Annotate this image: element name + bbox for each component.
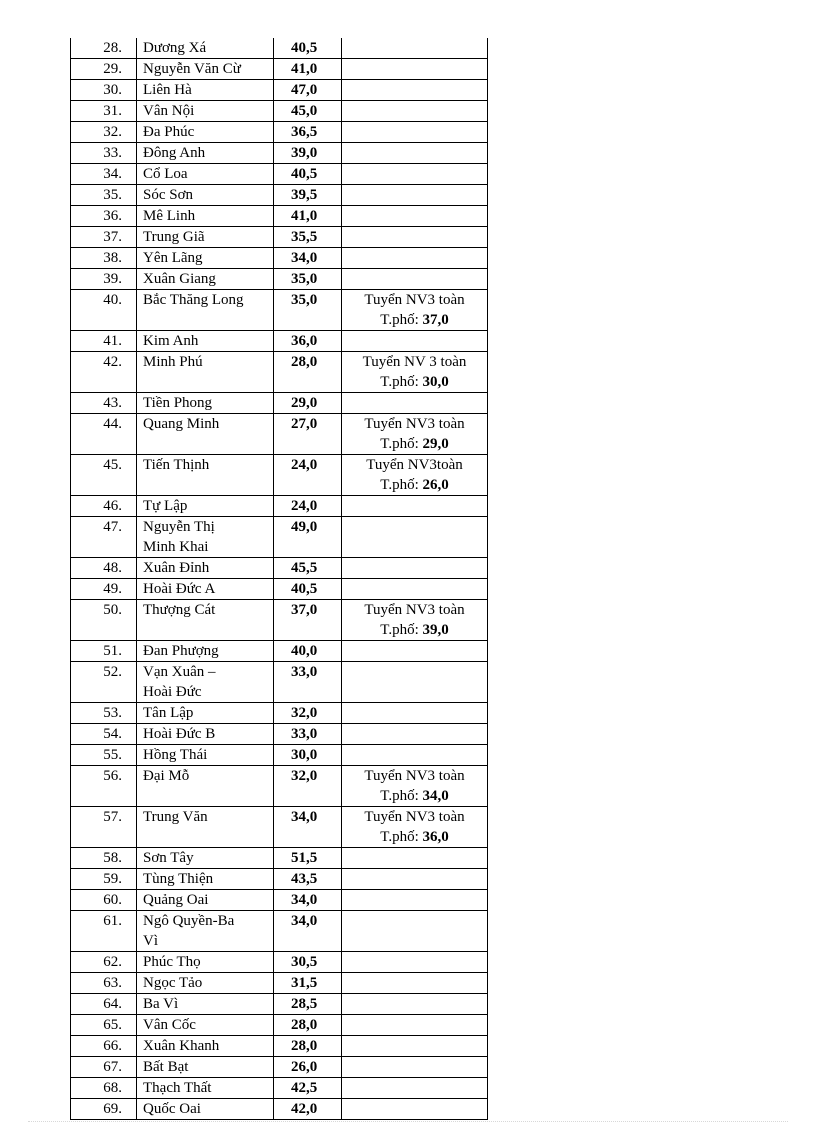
note-city-label: T.phố: <box>380 622 419 638</box>
row-number: 54. <box>71 724 137 745</box>
school-name <box>137 600 274 641</box>
note-cell <box>342 952 488 973</box>
school-name-line: Vân Cốc <box>143 1017 196 1033</box>
school-name <box>137 911 274 952</box>
row-number: 29. <box>71 59 137 80</box>
cutoff-score: 34,0 <box>274 890 342 911</box>
cutoff-score: 32,0 <box>274 766 342 807</box>
school-name-line: Liên Hà <box>143 82 192 98</box>
school-name-line: Minh Khai <box>143 539 209 555</box>
school-name-line: Thượng Cát <box>143 602 216 618</box>
school-name-line: Kim Anh <box>143 333 199 349</box>
row-number: 43. <box>71 393 137 414</box>
school-name-line: Phúc Thọ <box>143 954 201 970</box>
row-number: 69. <box>71 1099 137 1120</box>
note-line: Tuyển NV3 toàn <box>364 809 465 825</box>
note-cell <box>342 1099 488 1120</box>
cutoff-score: 28,0 <box>274 352 342 393</box>
school-name-line: Vì <box>143 933 158 949</box>
school-name-line: Ba Vì <box>143 996 179 1012</box>
school-name <box>137 496 274 517</box>
note-city-line <box>346 786 483 806</box>
school-name-line: Vân Nội <box>143 103 195 119</box>
cutoff-score: 26,0 <box>274 1057 342 1078</box>
row-number: 41. <box>71 331 137 352</box>
cutoff-score: 29,0 <box>274 393 342 414</box>
row-number: 65. <box>71 1015 137 1036</box>
row-number: 50. <box>71 600 137 641</box>
school-name <box>137 393 274 414</box>
note-cell <box>342 393 488 414</box>
school-name <box>137 1036 274 1057</box>
table-row <box>71 185 488 206</box>
row-number: 44. <box>71 414 137 455</box>
table-row <box>71 724 488 745</box>
school-name <box>137 1078 274 1099</box>
table-row <box>71 164 488 185</box>
note-cell <box>342 869 488 890</box>
school-name <box>137 869 274 890</box>
cutoff-score: 28,0 <box>274 1036 342 1057</box>
note-cell <box>342 414 488 455</box>
note-cell <box>342 890 488 911</box>
cutoff-score: 28,0 <box>274 1015 342 1036</box>
row-number: 67. <box>71 1057 137 1078</box>
school-name <box>137 662 274 703</box>
row-number: 46. <box>71 496 137 517</box>
note-line: Tuyển NV3toàn <box>366 457 463 473</box>
school-name <box>137 206 274 227</box>
cutoff-score: 32,0 <box>274 703 342 724</box>
cutoff-score: 40,5 <box>274 164 342 185</box>
note-line: Tuyển NV3 toàn <box>364 768 465 784</box>
note-line: Tuyển NV3 toàn <box>364 292 465 308</box>
row-number: 60. <box>71 890 137 911</box>
cutoff-score: 42,5 <box>274 1078 342 1099</box>
note-cell <box>342 101 488 122</box>
note-cell <box>342 227 488 248</box>
note-cell <box>342 496 488 517</box>
note-city-score: 34,0 <box>422 788 449 804</box>
cutoff-score: 35,0 <box>274 290 342 331</box>
table-row <box>71 206 488 227</box>
school-name <box>137 143 274 164</box>
table-row <box>71 890 488 911</box>
table-row <box>71 579 488 600</box>
school-name <box>137 290 274 331</box>
table-row <box>71 517 488 558</box>
school-name-line: Ngọc Tảo <box>143 975 203 991</box>
note-cell <box>342 766 488 807</box>
note-cell <box>342 122 488 143</box>
note-city-label: T.phố: <box>380 477 419 493</box>
note-cell <box>342 848 488 869</box>
cutoff-score: 33,0 <box>274 662 342 703</box>
school-name <box>137 745 274 766</box>
row-number: 57. <box>71 807 137 848</box>
row-number: 31. <box>71 101 137 122</box>
cutoff-score: 24,0 <box>274 496 342 517</box>
school-name-line: Tiền Phong <box>143 395 213 411</box>
note-cell <box>342 807 488 848</box>
school-name-line: Hồng Thái <box>143 747 208 763</box>
school-name <box>137 248 274 269</box>
school-name <box>137 973 274 994</box>
note-cell <box>342 290 488 331</box>
note-city-line <box>346 620 483 640</box>
school-name-line: Bắc Thăng Long <box>143 292 244 308</box>
table-row <box>71 1099 488 1120</box>
school-name-line: Tân Lập <box>143 705 194 721</box>
table-row <box>71 745 488 766</box>
row-number: 63. <box>71 973 137 994</box>
row-number: 58. <box>71 848 137 869</box>
table-row <box>71 703 488 724</box>
table-row <box>71 848 488 869</box>
school-name-line: Yên Lãng <box>143 250 203 266</box>
school-name <box>137 352 274 393</box>
cutoff-score: 37,0 <box>274 600 342 641</box>
note-cell <box>342 1078 488 1099</box>
school-name <box>137 1057 274 1078</box>
school-name-line: Đa Phúc <box>143 124 195 140</box>
row-number: 56. <box>71 766 137 807</box>
school-name <box>137 455 274 496</box>
cutoff-score: 45,5 <box>274 558 342 579</box>
row-number: 52. <box>71 662 137 703</box>
note-cell <box>342 724 488 745</box>
table-row <box>71 455 488 496</box>
table-row <box>71 352 488 393</box>
cutoff-score: 36,0 <box>274 331 342 352</box>
cutoff-score: 40,0 <box>274 641 342 662</box>
note-cell <box>342 745 488 766</box>
page-bottom-divider <box>28 1121 788 1122</box>
note-cell <box>342 600 488 641</box>
school-name <box>137 164 274 185</box>
table-row <box>71 269 488 290</box>
cutoff-score: 35,5 <box>274 227 342 248</box>
school-name-line: Quang Minh <box>143 416 220 432</box>
school-name-line: Xuân Khanh <box>143 1038 220 1054</box>
note-cell <box>342 185 488 206</box>
row-number: 48. <box>71 558 137 579</box>
note-city-line <box>346 434 483 454</box>
cutoff-score: 34,0 <box>274 807 342 848</box>
note-city-score: 26,0 <box>422 477 449 493</box>
school-name-line: Tự Lập <box>143 498 188 514</box>
school-name <box>137 724 274 745</box>
note-line: Tuyển NV3 toàn <box>364 416 465 432</box>
cutoff-score: 41,0 <box>274 206 342 227</box>
school-name-line: Quảng Oai <box>143 892 209 908</box>
table-row <box>71 952 488 973</box>
table-row <box>71 600 488 641</box>
table-row <box>71 911 488 952</box>
note-city-score: 37,0 <box>422 312 449 328</box>
cutoff-score: 39,5 <box>274 185 342 206</box>
table-row <box>71 662 488 703</box>
school-name <box>137 558 274 579</box>
table-row <box>71 994 488 1015</box>
school-name <box>137 848 274 869</box>
school-name <box>137 1015 274 1036</box>
row-number: 45. <box>71 455 137 496</box>
table-row <box>71 1015 488 1036</box>
note-cell <box>342 1015 488 1036</box>
school-name-line: Sơn Tây <box>143 850 194 866</box>
table-row <box>71 558 488 579</box>
school-name-line: Tùng Thiện <box>143 871 214 887</box>
table-row <box>71 331 488 352</box>
cutoff-score: 36,5 <box>274 122 342 143</box>
school-name <box>137 269 274 290</box>
table-row <box>71 1057 488 1078</box>
table-row <box>71 973 488 994</box>
table-row <box>71 641 488 662</box>
table-row <box>71 101 488 122</box>
row-number: 68. <box>71 1078 137 1099</box>
school-name <box>137 185 274 206</box>
school-name <box>137 703 274 724</box>
note-cell <box>342 579 488 600</box>
school-name <box>137 641 274 662</box>
school-name-line: Mê Linh <box>143 208 196 224</box>
table-row <box>71 227 488 248</box>
school-name-line: Ngô Quyền-Ba <box>143 913 235 929</box>
row-number: 51. <box>71 641 137 662</box>
row-number: 30. <box>71 80 137 101</box>
row-number: 38. <box>71 248 137 269</box>
note-cell <box>342 994 488 1015</box>
row-number: 62. <box>71 952 137 973</box>
note-cell <box>342 206 488 227</box>
table-row <box>71 1078 488 1099</box>
row-number: 66. <box>71 1036 137 1057</box>
row-number: 59. <box>71 869 137 890</box>
school-name <box>137 952 274 973</box>
school-name-line: Tiến Thịnh <box>143 457 210 473</box>
table-row <box>71 414 488 455</box>
cutoff-score: 41,0 <box>274 59 342 80</box>
school-name-line: Xuân Đỉnh <box>143 560 210 576</box>
row-number: 32. <box>71 122 137 143</box>
note-cell <box>342 517 488 558</box>
school-name <box>137 59 274 80</box>
school-name <box>137 80 274 101</box>
row-number: 37. <box>71 227 137 248</box>
row-number: 42. <box>71 352 137 393</box>
school-name <box>137 766 274 807</box>
cutoff-score: 28,5 <box>274 994 342 1015</box>
row-number: 61. <box>71 911 137 952</box>
school-name-line: Minh Phú <box>143 354 203 370</box>
note-line: Tuyển NV3 toàn <box>364 602 465 618</box>
school-name-line: Quốc Oai <box>143 1101 201 1117</box>
school-name <box>137 227 274 248</box>
school-name-line: Nguyễn Văn Cừ <box>143 61 241 77</box>
school-name-line: Trung Giã <box>143 229 205 245</box>
cutoff-score: 51,5 <box>274 848 342 869</box>
school-name <box>137 101 274 122</box>
table-body <box>71 38 488 1120</box>
cutoff-score: 49,0 <box>274 517 342 558</box>
note-line: Tuyển NV 3 toàn <box>362 354 467 370</box>
school-name-line: Dương Xá <box>143 40 207 56</box>
school-name-line: Hoài Đức B <box>143 726 216 742</box>
cutoff-score: 24,0 <box>274 455 342 496</box>
school-name-line: Đan Phượng <box>143 643 219 659</box>
school-name-line: Đông Anh <box>143 145 206 161</box>
school-name <box>137 414 274 455</box>
table-row <box>71 80 488 101</box>
note-cell <box>342 641 488 662</box>
school-name <box>137 579 274 600</box>
row-number: 33. <box>71 143 137 164</box>
table-row <box>71 869 488 890</box>
school-name <box>137 331 274 352</box>
cutoff-score: 39,0 <box>274 143 342 164</box>
row-number: 35. <box>71 185 137 206</box>
table-row <box>71 393 488 414</box>
note-cell <box>342 248 488 269</box>
school-name <box>137 517 274 558</box>
school-name <box>137 38 274 59</box>
note-cell <box>342 1036 488 1057</box>
note-city-line <box>346 475 483 495</box>
table-row <box>71 248 488 269</box>
school-name-line: Hoài Đức A <box>143 581 216 597</box>
table-row <box>71 122 488 143</box>
cutoff-score: 43,5 <box>274 869 342 890</box>
note-city-label: T.phố: <box>380 788 419 804</box>
admission-score-table <box>70 38 488 1120</box>
note-cell <box>342 662 488 703</box>
school-name-line: Hoài Đức <box>143 684 202 700</box>
note-cell <box>342 331 488 352</box>
table-row <box>71 807 488 848</box>
row-number: 40. <box>71 290 137 331</box>
school-name <box>137 890 274 911</box>
note-city-label: T.phố: <box>380 829 419 845</box>
note-cell <box>342 80 488 101</box>
table-row <box>71 1036 488 1057</box>
table-row <box>71 766 488 807</box>
cutoff-score: 45,0 <box>274 101 342 122</box>
note-city-label: T.phố: <box>380 436 419 452</box>
note-city-score: 30,0 <box>422 374 449 390</box>
school-name-line: Đại Mỗ <box>143 768 190 784</box>
note-cell <box>342 1057 488 1078</box>
note-cell <box>342 164 488 185</box>
cutoff-score: 30,0 <box>274 745 342 766</box>
table-row <box>71 38 488 59</box>
row-number: 53. <box>71 703 137 724</box>
table-row <box>71 290 488 331</box>
school-name <box>137 1099 274 1120</box>
note-cell <box>342 269 488 290</box>
note-cell <box>342 703 488 724</box>
note-cell <box>342 973 488 994</box>
cutoff-score: 31,5 <box>274 973 342 994</box>
cutoff-score: 47,0 <box>274 80 342 101</box>
note-city-score: 36,0 <box>422 829 449 845</box>
row-number: 36. <box>71 206 137 227</box>
cutoff-score: 34,0 <box>274 248 342 269</box>
note-city-line <box>346 310 483 330</box>
note-city-label: T.phố: <box>380 374 419 390</box>
school-name-line: Thạch Thất <box>143 1080 212 1096</box>
note-cell <box>342 59 488 80</box>
cutoff-score: 40,5 <box>274 579 342 600</box>
note-cell <box>342 455 488 496</box>
row-number: 34. <box>71 164 137 185</box>
row-number: 28. <box>71 38 137 59</box>
note-cell <box>342 38 488 59</box>
row-number: 55. <box>71 745 137 766</box>
school-name-line: Vạn Xuân – <box>143 664 216 680</box>
cutoff-score: 33,0 <box>274 724 342 745</box>
school-name <box>137 122 274 143</box>
school-name-line: Trung Văn <box>143 809 208 825</box>
school-name <box>137 994 274 1015</box>
school-name-line: Xuân Giang <box>143 271 216 287</box>
row-number: 64. <box>71 994 137 1015</box>
table-row <box>71 143 488 164</box>
table-row <box>71 59 488 80</box>
school-name-line: Cổ Loa <box>143 166 188 182</box>
note-city-line <box>346 372 483 392</box>
row-number: 39. <box>71 269 137 290</box>
note-city-label: T.phố: <box>380 312 419 328</box>
row-number: 47. <box>71 517 137 558</box>
note-cell <box>342 352 488 393</box>
cutoff-score: 30,5 <box>274 952 342 973</box>
row-number: 49. <box>71 579 137 600</box>
cutoff-score: 40,5 <box>274 38 342 59</box>
school-name <box>137 807 274 848</box>
note-city-score: 39,0 <box>422 622 449 638</box>
table-row <box>71 496 488 517</box>
cutoff-score: 35,0 <box>274 269 342 290</box>
cutoff-score: 42,0 <box>274 1099 342 1120</box>
cutoff-score: 34,0 <box>274 911 342 952</box>
note-cell <box>342 911 488 952</box>
note-city-score: 29,0 <box>422 436 449 452</box>
note-city-line <box>346 827 483 847</box>
cutoff-score: 27,0 <box>274 414 342 455</box>
school-name-line: Nguyễn Thị <box>143 519 215 535</box>
school-name-line: Bất Bạt <box>143 1059 189 1075</box>
note-cell <box>342 558 488 579</box>
note-cell <box>342 143 488 164</box>
school-name-line: Sóc Sơn <box>143 187 194 203</box>
